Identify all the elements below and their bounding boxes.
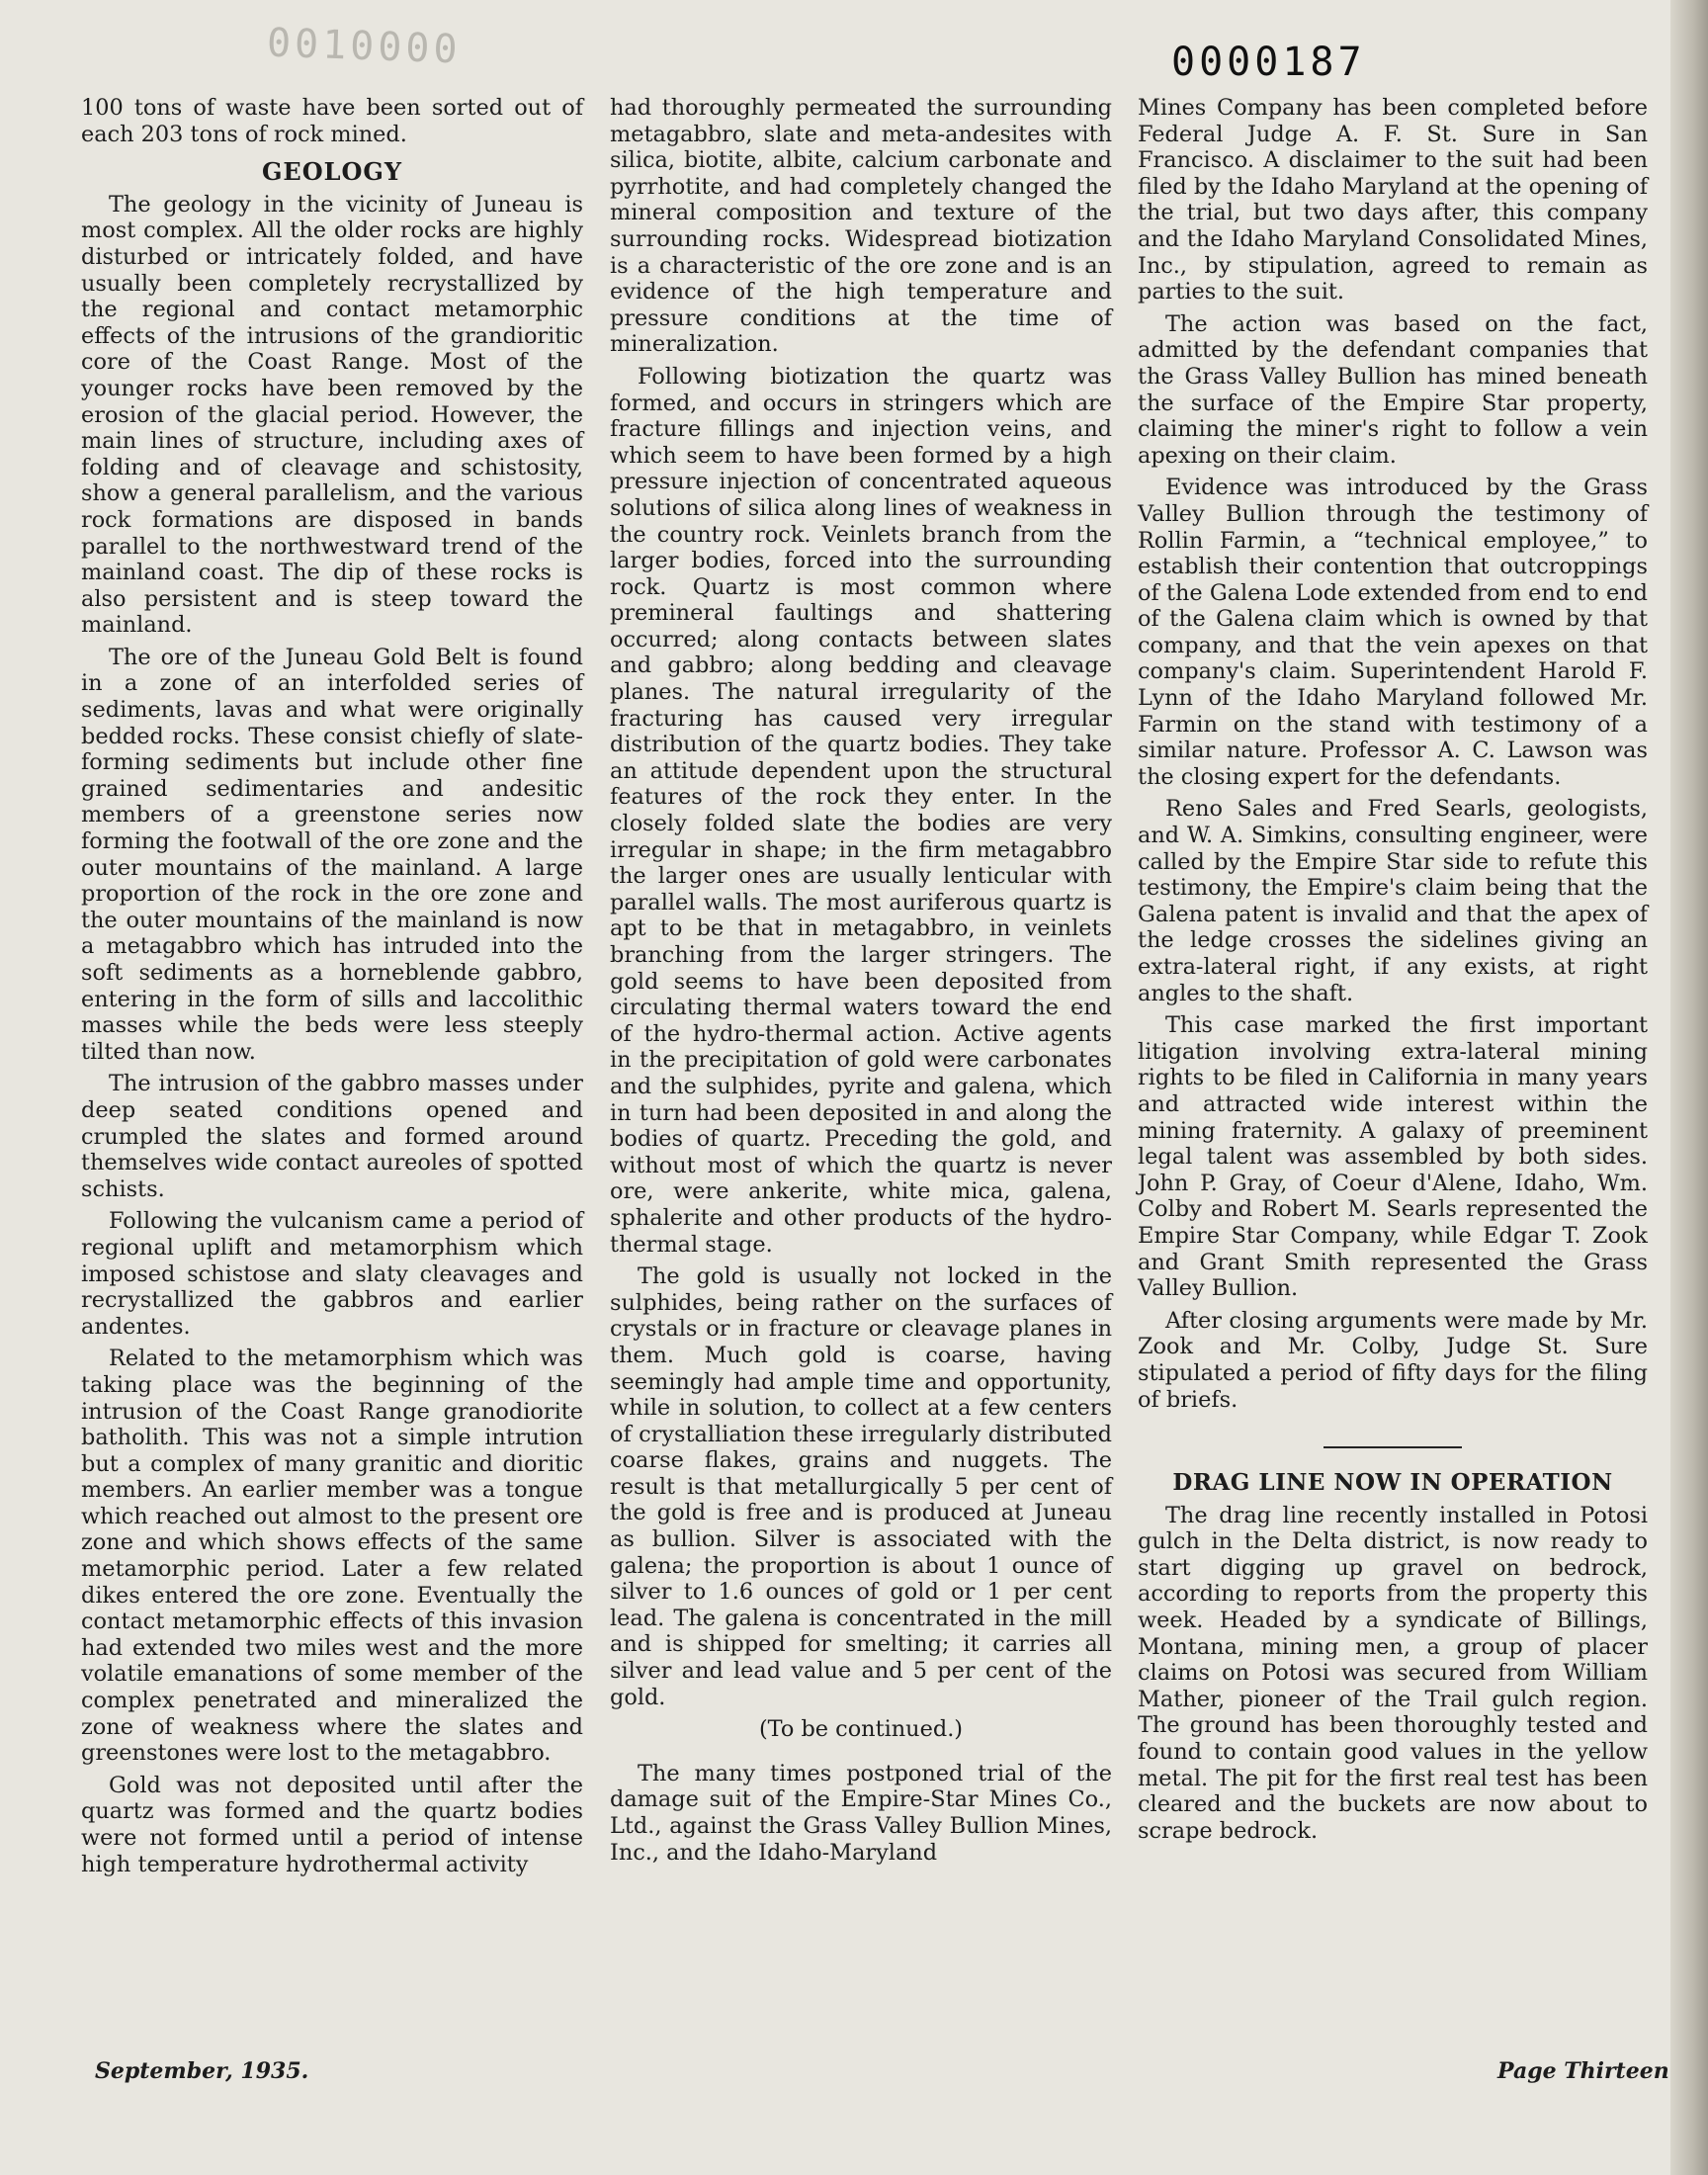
paragraph: Gold was not deposited until after the quartz was formed and the quartz bodies were not formed until a period of intense high temperature hydrothermal activity bbox=[81, 1772, 583, 1877]
paragraph: The action was based on the fact, admitted by the defendant companies that the Grass Valley Bullion has mined beneath the surface of the Empire Star property, claiming the miner's right to follow a vein apexing on their claim. bbox=[1138, 310, 1648, 469]
footer-date: September, 1935. bbox=[95, 2058, 309, 2084]
faint-stamp-number: 0010000 bbox=[266, 20, 463, 73]
section-heading-drag-line: DRAG LINE NOW IN OPERATION bbox=[1172, 1469, 1613, 1497]
paragraph: Following the vulcanism came a period of regional uplift and metamorphism which imposed schistose and slaty cleavages and recrystallized the gabbros and earlier andentes. bbox=[81, 1208, 583, 1340]
paragraph: The intrusion of the gabbro masses under deep seated conditions opened and crumpled the slates and formed around themselves wide contact aureoles of spotted schists. bbox=[81, 1071, 583, 1202]
paragraph: The drag line recently installed in Potosi gulch in the Delta district, is now ready to start digging up gravel on bedrock, according to reports from the property this week. Headed by a syndicate of Billings, Montana, mining men, a group of placer claims on Potosi was secured from William Mather, pioneer of the Trail gulch region. The ground has been thoroughly tested and found to contain good values in the yellow metal. The pit for the first real test has been cleared and the buckets are now about to scrape bedrock. bbox=[1138, 1502, 1648, 1844]
section-heading-geology: GEOLOGY bbox=[261, 157, 403, 187]
paragraph: Reno Sales and Fred Searls, geologists, and W. A. Simkins, consulting engineer, were called by the Empire Star side to refute this testimony, the Empire's claim being that the Galena patent is invalid and that the apex of the ledge crosses the sidelines giving an extra-lateral right, if any exists, at right angles to the shaft. bbox=[1138, 796, 1648, 1006]
paragraph: The many times postponed trial of the damage suit of the Empire-Star Mines Co., Ltd., against the Grass Valley Bullion Mines, Inc., and the Idaho-Maryland bbox=[610, 1760, 1112, 1866]
paragraph: Following biotization the quartz was formed, and occurs in stringers which are fracture fillings and injection veins, and which seem to have been formed by a high pressure injection of concentrated aqueous solutions of silica along lines of weakness in the country rock. Veinlets branch from the larger bodies, forced into the surrounding rock. Quartz is most common where premineral faultings and shattering occurred; along contacts between slates and gabbro; along bedding and cleavage planes. The natural irregularity of the fracturing has caused very irregular distribution of the quartz bodies. They take an attitude dependent upon the structural features of the rock they enter. In the closely folded slate the bodies are very irregular in shape; in the firm metagabbro the larger ones are usually lenticular with parallel walls. The most auriferous quartz is apt to be that in metagabbro, in veinlets branching from the larger stringers. The gold seems to have been deposited from circulating thermal waters toward the end of the hydro-thermal action. Active agents in the precipitation of gold were carbonates and the sulphides, pyrite and galena, which in turn had been deposited in and along the bodies of quartz. Preceding the gold, and without most of which the quartz is never ore, were ankerite, white mica, galena, sphalerite and other products of the hydro-thermal stage. bbox=[610, 363, 1112, 1258]
paragraph: 100 tons of waste have been sorted out of each 203 tons of rock mined. bbox=[81, 95, 583, 147]
paragraph: The gold is usually not locked in the sulphides, being rather on the surfaces of crystals or in fracture or cleavage planes in them. Much gold is coarse, having seemingly had ample time and opportunity, while in solution, to collect at a few centers of crystalliation these irregularly distributed coarse flakes, grains and nuggets. The result is that metallurgically 5 per cent of the gold is free and is produced at Juneau as bullion. Silver is associated with the galena; the proportion is about 1 ounce of silver to 1.6 ounces of gold or 1 per cent lead. The galena is concentrated in the mill and is shipped for smelting; it carries all silver and lead value and 5 per cent of the gold. bbox=[610, 1263, 1112, 1710]
footer-page-number: Page Thirteen bbox=[1497, 2058, 1669, 2084]
paragraph: After closing arguments were made by Mr. Zook and Mr. Colby, Judge St. Sure stipulated a period of fifty days for the filing of briefs. bbox=[1138, 1307, 1648, 1413]
column-3 bbox=[1138, 95, 1648, 1850]
document-stamp-number: 0000187 bbox=[1171, 40, 1366, 85]
paragraph: The ore of the Juneau Gold Belt is found in a zone of an interfolded series of sediments, lavas and what were originally bedded rocks. These consist chiefly of slate-forming sediments but include other fine grained sedimentaries and andesitic members of a greenstone series now forming the footwall of the ore zone and the outer mountains of the mainland. A large proportion of the rock in the ore zone and the outer mountains of the mainland is now a metagabbro which has intruded into the soft sediments as a horneblende gabbro, entering in the form of sills and laccolithic masses while the beds were less steeply tilted than now. bbox=[81, 644, 583, 1065]
page-edge-shadow bbox=[1670, 0, 1708, 2175]
paragraph: Evidence was introduced by the Grass Valley Bullion through the testimony of Rollin Farmin, a “technical employee,” to establish their contention that outcroppings of the Galena Lode extended from end to end of the Galena claim which is owned by that company, and that the vein apexes on that company's claim. Superintendent Harold F. Lynn of the Idaho Maryland followed Mr. Farmin on the stand with testimony of a similar nature. Professor A. C. Lawson was the closing expert for the defendants. bbox=[1138, 475, 1648, 790]
paragraph: Mines Company has been completed before Federal Judge A. F. St. Sure in San Francisco. A disclaimer to the suit had been filed by the Idaho Maryland at the opening of the trial, but two days after, this company and the Idaho Maryland Consolidated Mines, Inc., by stipulation, agreed to remain as parties to the suit. bbox=[1138, 95, 1648, 305]
column-1 bbox=[81, 95, 583, 1883]
paragraph: This case marked the first important litigation involving extra-lateral mining rights to be filed in California in many years and attracted wide interest within the mining fraternity. A galaxy of preeminent legal talent was assembled by both sides. John P. Gray, of Coeur d'Alene, Idaho, Wm. Colby and Robert M. Searls represented the Empire Star Company, while Edgar T. Zook and Grant Smith represented the Grass Valley Bullion. bbox=[1138, 1012, 1648, 1302]
column-2 bbox=[610, 95, 1112, 1871]
paragraph: The geology in the vicinity of Juneau is most complex. All the older rocks are highly disturbed or intricately folded, and have usually been completely recrystallized by the regional and contact metamorphic effects of the intrusions of the grandioritic core of the Coast Range. Most of the younger rocks have been removed by the erosion of the glacial period. However, the main lines of structure, including axes of folding and of cleavage and schistosity, show a general parallelism, and the various rock formations are disposed in bands parallel to the northwestward trend of the mainland coast. The dip of these rocks is also persistent and is steep toward the mainland. bbox=[81, 191, 583, 639]
to-be-continued: (To be continued.) bbox=[758, 1716, 964, 1743]
section-divider bbox=[1324, 1446, 1462, 1448]
paragraph: had thoroughly permeated the surrounding metagabbro, slate and meta-andesites with silica, biotite, albite, calcium carbonate and pyrrhotite, and had completely changed the mineral composition and texture of the surrounding rocks. Widespread biotization is a characteristic of the ore zone and is an evidence of the high temperature and pressure conditions at the time of mineralization. bbox=[610, 95, 1112, 358]
paragraph: Related to the metamorphism which was taking place was the beginning of the intrusion of the Coast Range granodiorite batholith. This was not a simple intrution but a complex of many granitic and dioritic members. An earlier member was a tongue which reached out almost to the present ore zone and which shows effects of the same metamorphic period. Later a few related dikes entered the ore zone. Eventually the contact metamorphic effects of this invasion had extended two miles west and the more volatile emanations of some member of the complex penetrated and mineralized the zone of weakness where the slates and greenstones were lost to the metagabbro. bbox=[81, 1346, 583, 1767]
